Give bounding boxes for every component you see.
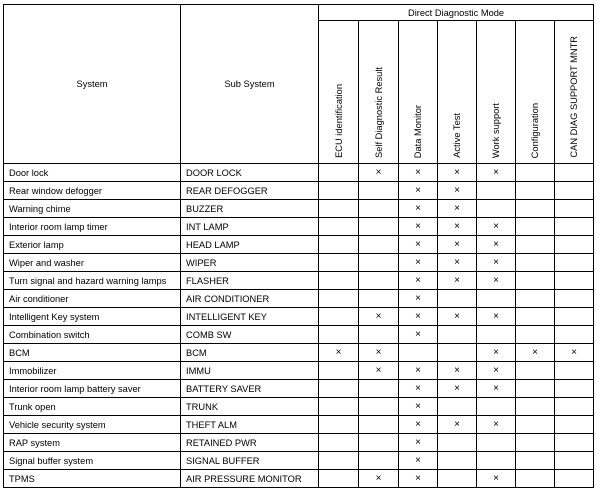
system-cell: Warning chime (4, 200, 181, 218)
mode-mark-cell (477, 290, 516, 308)
table-row (4, 344, 594, 362)
mode-mark-cell (438, 290, 477, 308)
mode-mark-cell (516, 362, 555, 380)
mode-mark-cell (399, 344, 438, 362)
sub-system-cell: AIR PRESSURE MONITOR (181, 470, 319, 488)
mode-mark-cell (477, 326, 516, 344)
table-row (4, 254, 594, 272)
table-row (4, 380, 594, 398)
table-row (4, 200, 594, 218)
table-row (4, 470, 594, 488)
system-cell: Turn signal and hazard warning lamps (4, 272, 181, 290)
sub-system-cell: HEAD LAMP (181, 236, 319, 254)
mode-mark-cell (555, 452, 594, 470)
mode-mark-cell (477, 182, 516, 200)
system-cell: Air conditioner (4, 290, 181, 308)
sub-system-cell: BUZZER (181, 200, 319, 218)
system-cell: Interior room lamp timer (4, 218, 181, 236)
mode-mark-cell (319, 272, 359, 290)
mode-mark-cell (516, 164, 555, 182)
mode-mark-cell (555, 380, 594, 398)
mode-mark-cell (516, 182, 555, 200)
mode-mark-cell: × (399, 272, 438, 290)
mode-mark-cell: × (477, 272, 516, 290)
table-row (4, 182, 594, 200)
mode-mark-cell (319, 470, 359, 488)
mode-mark-cell: × (399, 416, 438, 434)
mode-mark-cell: × (438, 380, 477, 398)
table-body (4, 164, 594, 488)
sub-system-cell: WIPER (181, 254, 319, 272)
mode-mark-cell: × (477, 254, 516, 272)
sub-system-cell: TRUNK (181, 398, 319, 416)
mode-mark-cell: × (399, 254, 438, 272)
table-row (4, 218, 594, 236)
sub-system-cell: SIGNAL BUFFER (181, 452, 319, 470)
header-mode-configuration: Configuration (516, 21, 555, 164)
mode-mark-cell: × (438, 164, 477, 182)
mode-mark-cell: × (477, 380, 516, 398)
system-cell: Immobilizer (4, 362, 181, 380)
mode-mark-cell: × (399, 380, 438, 398)
system-cell: Signal buffer system (4, 452, 181, 470)
mode-mark-cell (477, 434, 516, 452)
mode-mark-cell (319, 398, 359, 416)
mode-mark-cell (319, 218, 359, 236)
mode-mark-cell: × (438, 200, 477, 218)
mode-mark-cell (359, 326, 399, 344)
sub-system-cell: THEFT ALM (181, 416, 319, 434)
sub-system-cell: REAR DEFOGGER (181, 182, 319, 200)
mode-mark-cell: × (399, 200, 438, 218)
header-mode-self-diagnostic-result: Self Diagnostic Result (359, 21, 399, 164)
system-cell: Door lock (4, 164, 181, 182)
header-sub-system: Sub System (181, 5, 319, 164)
mode-mark-cell (319, 236, 359, 254)
header-mode-active-test: Active Test (438, 21, 477, 164)
mode-mark-cell (359, 398, 399, 416)
mode-mark-cell (516, 200, 555, 218)
mode-mark-cell (319, 434, 359, 452)
header-direct-diagnostic-mode: Direct Diagnostic Mode (319, 5, 594, 21)
mode-mark-cell: × (438, 362, 477, 380)
mode-mark-cell: × (438, 272, 477, 290)
mode-mark-cell: × (399, 308, 438, 326)
mode-mark-cell (555, 182, 594, 200)
mode-mark-cell: × (438, 182, 477, 200)
system-cell: RAP system (4, 434, 181, 452)
mode-mark-cell (555, 254, 594, 272)
table-row (4, 416, 594, 434)
mode-mark-cell (516, 236, 555, 254)
mode-mark-cell (319, 182, 359, 200)
mode-mark-cell (555, 470, 594, 488)
mode-mark-cell (359, 182, 399, 200)
mode-mark-cell (359, 416, 399, 434)
table-row (4, 452, 594, 470)
mode-mark-cell: × (399, 362, 438, 380)
system-cell: Combination switch (4, 326, 181, 344)
mode-mark-cell: × (359, 362, 399, 380)
sub-system-cell: COMB SW (181, 326, 319, 344)
mode-mark-cell (555, 164, 594, 182)
mode-mark-cell (438, 326, 477, 344)
mode-mark-cell (477, 398, 516, 416)
mode-mark-cell (516, 470, 555, 488)
mode-mark-cell (555, 416, 594, 434)
mode-mark-cell (319, 416, 359, 434)
mode-mark-cell (516, 416, 555, 434)
system-cell: Wiper and washer (4, 254, 181, 272)
mode-mark-cell (516, 434, 555, 452)
system-cell: Intelligent Key system (4, 308, 181, 326)
table-row (4, 164, 594, 182)
mode-mark-cell (319, 254, 359, 272)
header-mode-can-diag-support-mntr: CAN DIAG SUPPORT MNTR (555, 21, 594, 164)
mode-mark-cell: × (399, 452, 438, 470)
sub-system-cell: INT LAMP (181, 218, 319, 236)
table-row (4, 308, 594, 326)
sub-system-cell: BATTERY SAVER (181, 380, 319, 398)
mode-mark-cell: × (399, 164, 438, 182)
sub-system-cell: RETAINED PWR (181, 434, 319, 452)
mode-mark-cell (555, 308, 594, 326)
mode-mark-cell: × (359, 164, 399, 182)
table-row (4, 272, 594, 290)
mode-mark-cell: × (399, 182, 438, 200)
mode-mark-cell (516, 308, 555, 326)
system-cell: Trunk open (4, 398, 181, 416)
mode-mark-cell (555, 434, 594, 452)
mode-mark-cell: × (438, 254, 477, 272)
mode-mark-cell: × (399, 470, 438, 488)
table-row (4, 398, 594, 416)
sub-system-cell: FLASHER (181, 272, 319, 290)
mode-mark-cell (319, 308, 359, 326)
mode-mark-cell: × (477, 164, 516, 182)
mode-mark-cell (516, 254, 555, 272)
header-mode-data-monitor: Data Monitor (399, 21, 438, 164)
mode-mark-cell (516, 326, 555, 344)
mode-mark-cell (319, 290, 359, 308)
mode-mark-cell (359, 236, 399, 254)
mode-mark-cell: × (399, 434, 438, 452)
mode-mark-cell: × (477, 470, 516, 488)
table-row (4, 434, 594, 452)
system-cell: Rear window defogger (4, 182, 181, 200)
mode-mark-cell (477, 200, 516, 218)
table-row (4, 290, 594, 308)
mode-mark-cell: × (399, 290, 438, 308)
mode-mark-cell: × (477, 416, 516, 434)
sub-system-cell: INTELLIGENT KEY (181, 308, 319, 326)
mode-mark-cell (319, 200, 359, 218)
mode-mark-cell: × (438, 308, 477, 326)
mode-mark-cell: × (477, 362, 516, 380)
mode-mark-cell (438, 344, 477, 362)
sub-system-cell: DOOR LOCK (181, 164, 319, 182)
mode-mark-cell: × (438, 416, 477, 434)
mode-mark-cell (516, 290, 555, 308)
mode-mark-cell (359, 434, 399, 452)
table-row (4, 236, 594, 254)
header-mode-ecu-identification: ECU identification (319, 21, 359, 164)
mode-mark-cell (516, 380, 555, 398)
mode-mark-cell: × (477, 344, 516, 362)
mode-mark-cell (555, 326, 594, 344)
mode-mark-cell (438, 398, 477, 416)
system-cell: Interior room lamp battery saver (4, 380, 181, 398)
mode-mark-cell: × (477, 218, 516, 236)
mode-mark-cell (359, 380, 399, 398)
mode-mark-cell (555, 272, 594, 290)
system-cell: TPMS (4, 470, 181, 488)
mode-mark-cell (555, 398, 594, 416)
sub-system-cell: BCM (181, 344, 319, 362)
mode-mark-cell: × (477, 236, 516, 254)
mode-mark-cell (555, 290, 594, 308)
mode-mark-cell: × (399, 398, 438, 416)
mode-mark-cell (319, 380, 359, 398)
mode-mark-cell (319, 452, 359, 470)
table-row (4, 362, 594, 380)
mode-mark-cell (516, 272, 555, 290)
mode-mark-cell: × (319, 344, 359, 362)
mode-mark-cell: × (438, 218, 477, 236)
sub-system-cell: AIR CONDITIONER (181, 290, 319, 308)
system-cell: BCM (4, 344, 181, 362)
mode-mark-cell: × (555, 344, 594, 362)
mode-mark-cell (516, 218, 555, 236)
mode-mark-cell (477, 452, 516, 470)
header-mode-work-support: Work support (477, 21, 516, 164)
mode-mark-cell (319, 164, 359, 182)
mode-mark-cell (359, 200, 399, 218)
mode-mark-cell (359, 254, 399, 272)
mode-mark-cell: × (399, 236, 438, 254)
mode-mark-cell (319, 362, 359, 380)
mode-mark-cell: × (399, 326, 438, 344)
mode-mark-cell (359, 452, 399, 470)
mode-mark-cell (555, 236, 594, 254)
mode-mark-cell (359, 218, 399, 236)
mode-mark-cell (438, 434, 477, 452)
system-cell: Exterior lamp (4, 236, 181, 254)
mode-mark-cell (555, 362, 594, 380)
header-system: System (4, 5, 181, 164)
diagnostic-mode-table (3, 4, 594, 488)
table-row (4, 326, 594, 344)
mode-mark-cell: × (359, 470, 399, 488)
mode-mark-cell (438, 470, 477, 488)
mode-mark-cell (438, 452, 477, 470)
mode-mark-cell (555, 218, 594, 236)
mode-mark-cell (359, 272, 399, 290)
mode-mark-cell: × (477, 308, 516, 326)
sub-system-cell: IMMU (181, 362, 319, 380)
mode-mark-cell (319, 326, 359, 344)
mode-mark-cell: × (399, 218, 438, 236)
mode-mark-cell: × (438, 236, 477, 254)
mode-mark-cell: × (516, 344, 555, 362)
mode-mark-cell: × (359, 308, 399, 326)
mode-mark-cell: × (359, 344, 399, 362)
mode-mark-cell (555, 200, 594, 218)
system-cell: Vehicle security system (4, 416, 181, 434)
mode-mark-cell (516, 398, 555, 416)
mode-mark-cell (516, 452, 555, 470)
mode-mark-cell (359, 290, 399, 308)
